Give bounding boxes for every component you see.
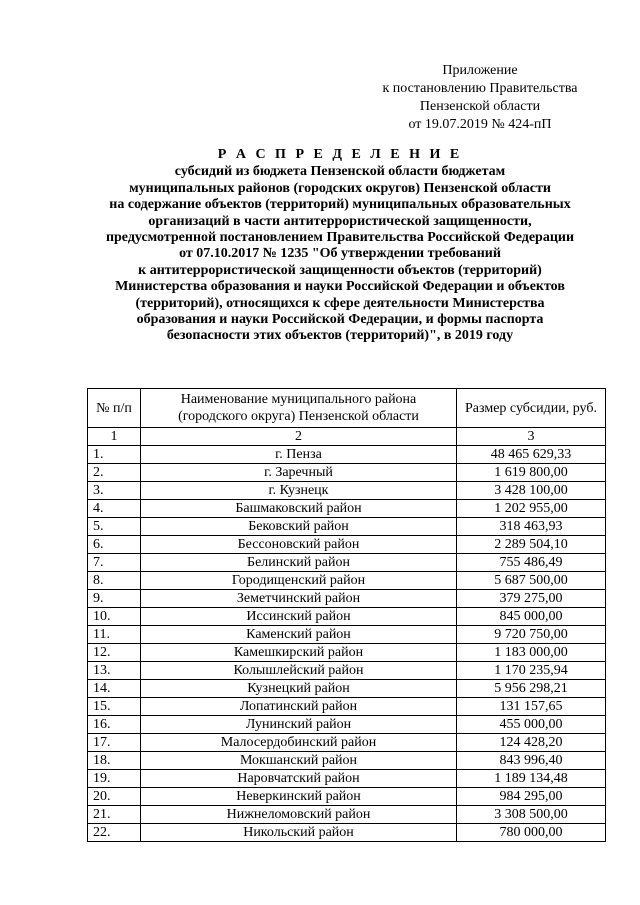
row-number-cell: 18. (88, 752, 141, 770)
municipality-name-cell: Неверкинский район (141, 788, 457, 806)
row-number-cell: 13. (88, 662, 141, 680)
subsidy-amount-cell: 5 687 500,00 (457, 572, 606, 590)
subsidy-amount-cell: 780 000,00 (457, 824, 606, 842)
table-row (88, 626, 606, 644)
subsidy-amount-cell: 1 619 800,00 (457, 464, 606, 482)
municipality-name-cell: Мокшанский район (141, 752, 457, 770)
heading-line: (территорий), относящихся к сфере деятельности Министерства (135, 295, 545, 311)
municipality-name-cell: г. Кузнецк (141, 482, 457, 500)
table-row (88, 788, 606, 806)
table-row (88, 806, 606, 824)
header-num: № п/п (88, 389, 141, 428)
municipality-name-cell: г. Пенза (141, 446, 457, 464)
municipality-name-cell: Городищенский район (141, 572, 457, 590)
index-cell: 2 (141, 428, 457, 446)
municipality-name-cell: Малосердобинский район (141, 734, 457, 752)
subsidy-amount-cell: 5 956 298,21 (457, 680, 606, 698)
heading-line: на содержание объектов (территорий) муниципальных образовательных (109, 197, 571, 213)
table-row (88, 482, 606, 500)
table-row (88, 554, 606, 572)
subsidy-amount-cell: 984 295,00 (457, 788, 606, 806)
heading-line: к антитеррористической защищенности объектов (территорий) (138, 262, 542, 278)
subsidy-amount-cell: 124 428,20 (457, 734, 606, 752)
header-name: Наименование муниципального района (городского округа) Пензенской области (141, 389, 457, 428)
heading-line: предусмотренной постановлением Правительства Российской Федерации (105, 230, 575, 246)
appendix-line: Пензенской области (419, 99, 541, 114)
table-row (88, 662, 606, 680)
municipality-name-cell: Иссинский район (141, 608, 457, 626)
appendix-line: от 19.07.2019 № 424-пП (408, 117, 552, 132)
table-row (88, 590, 606, 608)
subsidy-amount-cell: 1 202 955,00 (457, 500, 606, 518)
subsidy-amount-cell: 843 996,40 (457, 752, 606, 770)
heading-line: Министерства образования и науки Российской Федерации и объектов (115, 279, 565, 295)
table-row (88, 644, 606, 662)
appendix-block (360, 62, 600, 134)
table-header-row (88, 389, 606, 428)
index-cell: 1 (88, 428, 141, 446)
row-number-cell: 11. (88, 626, 141, 644)
table-row (88, 500, 606, 518)
row-number-cell: 21. (88, 806, 141, 824)
row-number-cell: 9. (88, 590, 141, 608)
subsidy-amount-cell: 755 486,49 (457, 554, 606, 572)
heading-line: муниципальных районов (городских округов) Пензенской области (129, 180, 551, 196)
table-row (88, 446, 606, 464)
table-row (88, 572, 606, 590)
municipality-name-cell: Никольский район (141, 824, 457, 842)
row-number-cell: 7. (88, 554, 141, 572)
subsidy-amount-cell: 1 189 134,48 (457, 770, 606, 788)
subsidy-amount-cell: 131 157,65 (457, 698, 606, 716)
table-row (88, 752, 606, 770)
appendix-line: Приложение (442, 63, 518, 78)
municipality-name-cell: Нижнеломовский район (141, 806, 457, 824)
row-number-cell: 15. (88, 698, 141, 716)
table-row (88, 716, 606, 734)
row-number-cell: 20. (88, 788, 141, 806)
heading-line: от 07.10.2017 № 1235 "Об утверждении требований (179, 246, 501, 262)
row-number-cell: 6. (88, 536, 141, 554)
municipality-name-cell: Лопатинский район (141, 698, 457, 716)
table-row (88, 518, 606, 536)
table-row (88, 464, 606, 482)
heading-line: образования и науки Российской Федерации, и формы паспорта (136, 312, 544, 328)
municipality-name-cell: Кузнецкий район (141, 680, 457, 698)
heading-line: безопасности этих объектов (территорий)", в 2019 году (166, 328, 514, 344)
subsidy-amount-cell: 1 170 235,94 (457, 662, 606, 680)
municipality-name-cell: Бековский район (141, 518, 457, 536)
municipality-name-cell: Белинский район (141, 554, 457, 572)
table-row (88, 680, 606, 698)
table-row (88, 536, 606, 554)
subsidy-amount-cell: 48 465 629,33 (457, 446, 606, 464)
subsidy-amount-cell: 9 720 750,00 (457, 626, 606, 644)
municipality-name-cell: Бессоновский район (141, 536, 457, 554)
heading-line: субсидий из бюджета Пензенской области бюджетам (174, 164, 506, 180)
row-number-cell: 22. (88, 824, 141, 842)
subsidy-table (87, 388, 606, 842)
subsidy-amount-cell: 318 463,93 (457, 518, 606, 536)
table-row (88, 824, 606, 842)
subsidy-amount-cell: 845 000,00 (457, 608, 606, 626)
subsidy-amount-cell: 3 308 500,00 (457, 806, 606, 824)
municipality-name-cell: Колышлейский район (141, 662, 457, 680)
row-number-cell: 1. (88, 446, 141, 464)
subsidy-amount-cell: 1 183 000,00 (457, 644, 606, 662)
row-number-cell: 2. (88, 464, 141, 482)
table-row (88, 608, 606, 626)
header-amount: Размер субсидии, руб. (457, 389, 606, 428)
municipality-name-cell: г. Заречный (141, 464, 457, 482)
subsidy-amount-cell: 2 289 504,10 (457, 536, 606, 554)
subsidy-amount-cell: 3 428 100,00 (457, 482, 606, 500)
row-number-cell: 4. (88, 500, 141, 518)
municipality-name-cell: Наровчатский район (141, 770, 457, 788)
municipality-name-cell: Башмаковский район (141, 500, 457, 518)
row-number-cell: 19. (88, 770, 141, 788)
row-number-cell: 3. (88, 482, 141, 500)
row-number-cell: 16. (88, 716, 141, 734)
municipality-name-cell: Лунинский район (141, 716, 457, 734)
row-number-cell: 12. (88, 644, 141, 662)
municipality-name-cell: Каменский район (141, 626, 457, 644)
municipality-name-cell: Камешкирский район (141, 644, 457, 662)
index-cell: 3 (457, 428, 606, 446)
row-number-cell: 10. (88, 608, 141, 626)
appendix-line: к постановлению Правительства (382, 81, 578, 96)
heading-line: организаций в части антитеррористической защищенности, (148, 213, 532, 229)
subsidy-amount-cell: 379 275,00 (457, 590, 606, 608)
row-number-cell: 17. (88, 734, 141, 752)
row-number-cell: 8. (88, 572, 141, 590)
municipality-name-cell: Земетчинский район (141, 590, 457, 608)
table-row (88, 770, 606, 788)
row-number-cell: 5. (88, 518, 141, 536)
table-row (88, 698, 606, 716)
subsidy-amount-cell: 455 000,00 (457, 716, 606, 734)
document-heading (60, 147, 620, 345)
table-row (88, 734, 606, 752)
column-index-row (88, 428, 606, 446)
document-title: Р А С П Р Е Д Е Л Е Н И Е (217, 147, 463, 162)
row-number-cell: 14. (88, 680, 141, 698)
